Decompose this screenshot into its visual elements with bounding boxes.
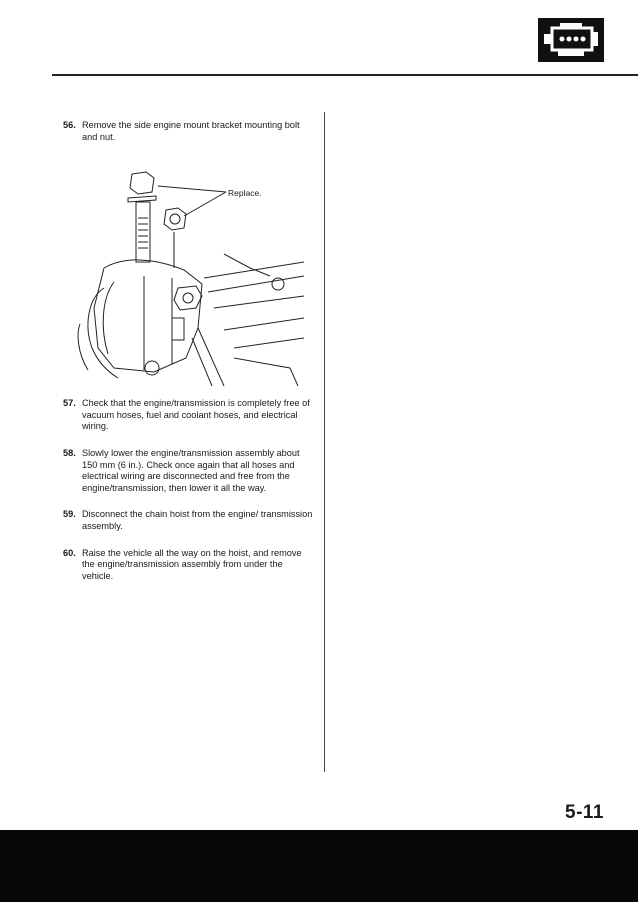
- footer-bar: [0, 830, 638, 902]
- replace-callout: Replace.: [228, 188, 262, 199]
- step-58: [63, 447, 316, 494]
- step-56: [63, 120, 316, 143]
- step-59: [63, 509, 316, 532]
- page-number: 5-11: [565, 802, 604, 823]
- step-number: 59.: [63, 509, 76, 520]
- step-text: Disconnect the chain hoist from the engine/ transmission assembly.: [82, 509, 313, 531]
- step-57: [63, 398, 316, 433]
- step-number: 57.: [63, 398, 76, 409]
- step-number: 60.: [63, 547, 76, 558]
- mount-nut-drawing: [164, 208, 186, 268]
- engine-mount-illustration: [74, 158, 306, 390]
- step-60: [63, 547, 316, 583]
- header-rule: [52, 74, 638, 76]
- procedure-column: [63, 120, 316, 597]
- step-text: Raise the vehicle all the way on the hoist, and remove the engine/transmission assembly from under the vehicle.: [82, 547, 302, 581]
- engine-icon: [538, 18, 604, 62]
- column-divider: [324, 112, 325, 772]
- step-text: Slowly lower the engine/transmission assembly about 150 mm (6 in.). Check once again that all hoses and electrical wiring are disconnected and free from the engine/transmission, then lower it all the way.: [82, 447, 300, 493]
- step-text: Remove the side engine mount bracket mounting bolt and nut.: [82, 120, 300, 142]
- mount-bolt-drawing: [128, 172, 156, 262]
- step-number: 56.: [63, 120, 76, 130]
- step-number: 58.: [63, 447, 76, 458]
- step-text: Check that the engine/transmission is completely free of vacuum hoses, fuel and coolant hoses, and electrical wiring.: [82, 398, 310, 432]
